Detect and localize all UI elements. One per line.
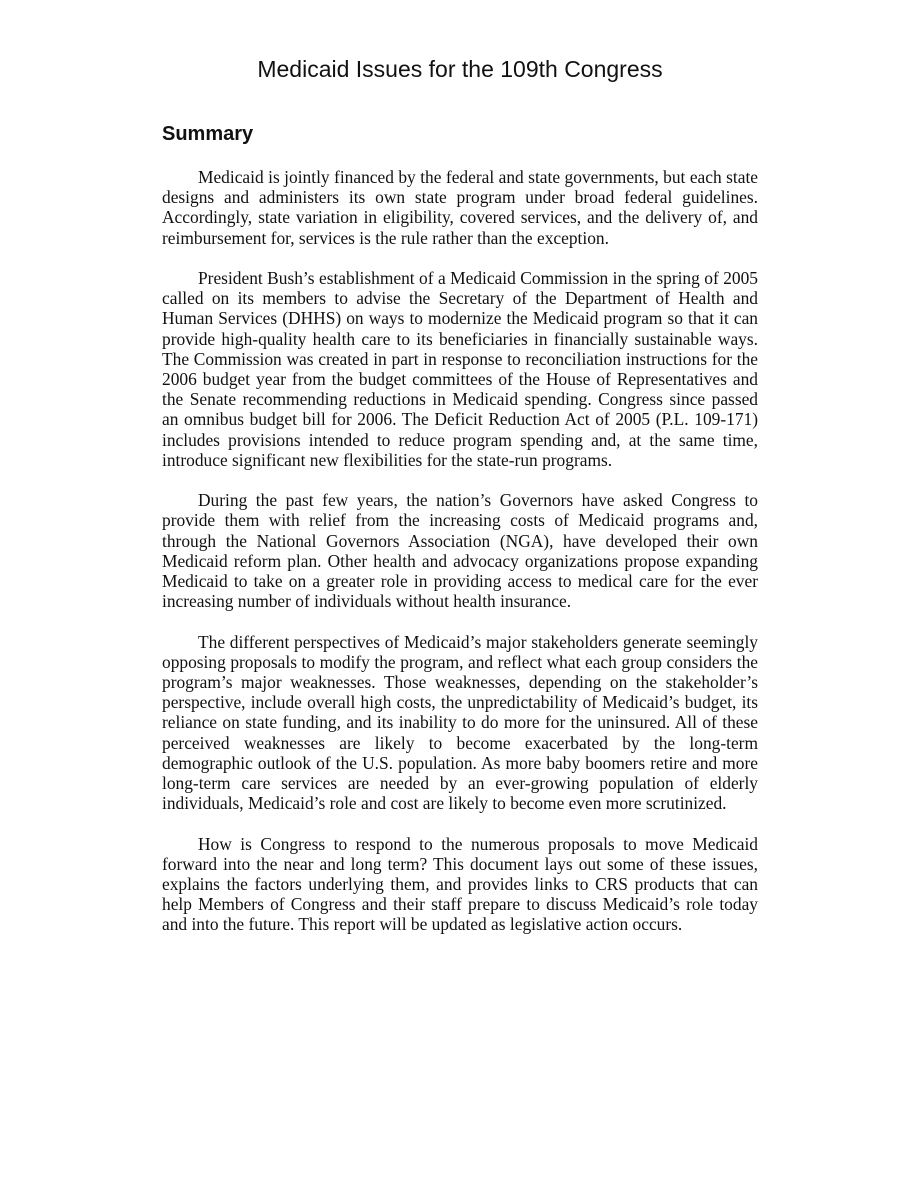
document-title: Medicaid Issues for the 109th Congress (257, 56, 663, 82)
summary-paragraph-2: President Bush’s establishment of a Medicaid Commission in the spring of 2005 called on its members to advise the Secretary of the Department of Health and Human Services (DHHS) on ways to modernize the Medicaid program so that it can provide high-quality health care to its beneficiaries in financially sustainable ways. The Commission was created in part in response to reconciliation instructions for the 2006 budget year from the budget committees of the House of Representatives and the Senate recommending reductions in Medicaid spending. Congress since passed an omnibus budget bill for 2006. The Deficit Reduction Act of 2005 (P.L. 109-171) includes provisions intended to reduce program spending and, at the same time, introduce significant new flexibilities for the state-run programs. (162, 268, 758, 470)
summary-paragraph-4: The different perspectives of Medicaid’s major stakeholders generate seemingly opposing proposals to modify the program, and reflect what each group considers the program’s major weaknesses. Those weaknesses, depending on the stakeholder’s perspective, include overall high costs, the unpredictability of Medicaid’s budget, its reliance on state funding, and its inability to do more for the uninsured. All of these perceived weaknesses are likely to become exacerbated by the long-term demographic outlook of the U.S. population. As more baby boomers retire and more long-term care services are needed by an ever-growing population of elderly individuals, Medicaid’s role and cost are likely to become even more scrutinized. (162, 631, 758, 814)
section-heading-summary: Summary (162, 123, 254, 145)
summary-paragraph-1: Medicaid is jointly financed by the federal and state governments, but each state designs and administers its own state program under broad federal guidelines. Accordingly, state variation in eligibility, covered services, and the delivery of, and reimbursement for, services is the rule rather than the exception. (162, 167, 758, 248)
summary-body (162, 167, 758, 955)
summary-paragraph-5: How is Congress to respond to the numerous proposals to move Medicaid forward into the near and long term? This document lays out some of these issues, explains the factors underlying them, and provides links to CRS products that can help Members of Congress and their staff prepare to discuss Medicaid’s role today and into the future. This report will be updated as legislative action occurs. (162, 833, 758, 935)
summary-paragraph-3: During the past few years, the nation’s Governors have asked Congress to provide them with relief from the increasing costs of Medicaid programs and, through the National Governors Association (NGA), have developed their own Medicaid reform plan. Other health and advocacy organizations propose expanding Medicaid to take on a greater role in providing access to medical care for the ever increasing number of individuals without health insurance. (162, 490, 758, 612)
